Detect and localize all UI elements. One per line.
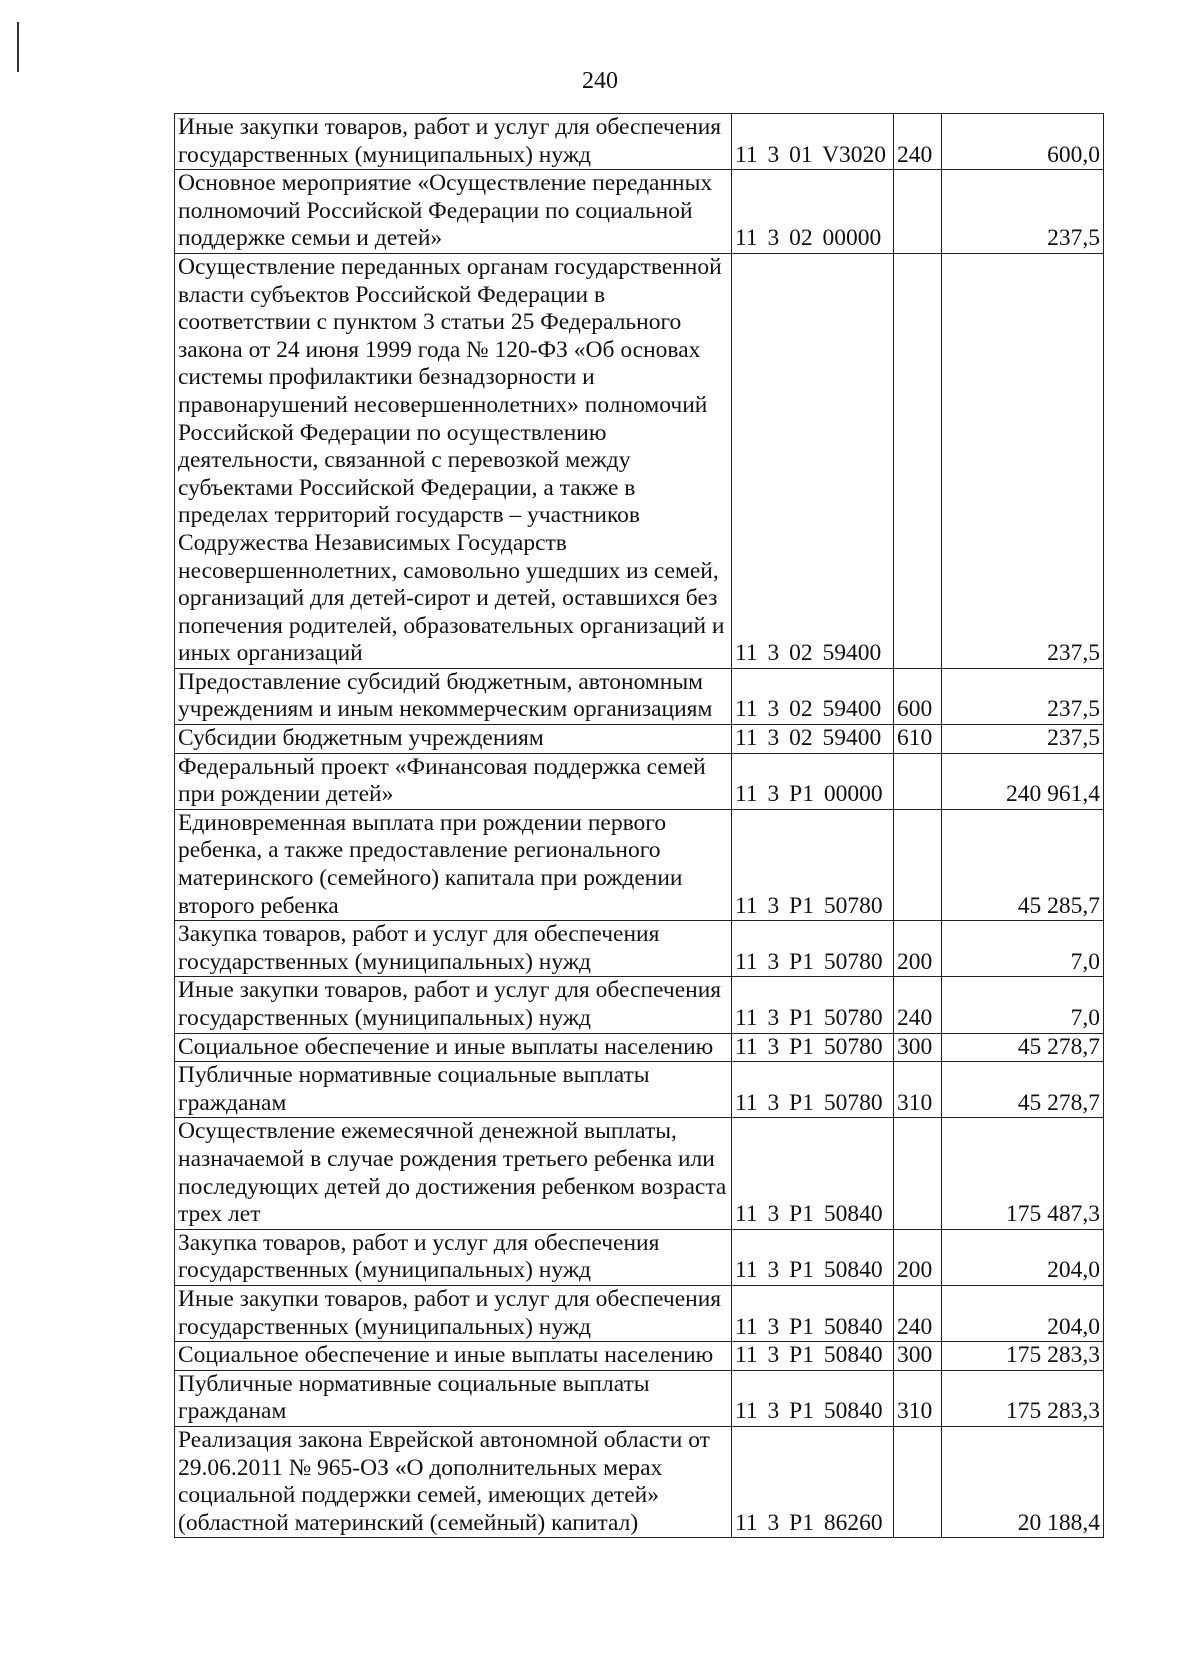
- page-number: 240: [582, 68, 618, 94]
- row-type-cell: 300: [894, 1342, 942, 1371]
- row-amount-cell: 237,5: [942, 668, 1104, 724]
- budget-table-body: [175, 114, 1104, 1538]
- row-name-cell: Осуществление ежемесячной денежной выплаты, назначаемой в случае рождения третьего ребенка или последующих детей до достижения ребенком возраста трех лет: [175, 1118, 732, 1229]
- row-name-cell: Иные закупки товаров, работ и услуг для обеспечения государственных (муниципальных) нужд: [175, 1285, 732, 1341]
- row-type-cell: 240: [894, 1285, 942, 1341]
- row-code-cell: 11 3 P1 50840: [732, 1118, 894, 1229]
- row-code-cell: 11 3 P1 50840: [732, 1229, 894, 1285]
- row-type-cell: 310: [894, 1062, 942, 1118]
- row-type-cell: 610: [894, 725, 942, 754]
- row-type-cell: 300: [894, 1033, 942, 1062]
- row-amount-cell: 175 283,3: [942, 1370, 1104, 1426]
- row-name-cell: Субсидии бюджетным учреждениям: [175, 725, 732, 754]
- row-code-cell: 11 3 02 59400: [732, 253, 894, 668]
- row-name-cell: Федеральный проект «Финансовая поддержка семей при рождении детей»: [175, 753, 732, 809]
- row-amount-cell: 204,0: [942, 1229, 1104, 1285]
- table-row: [175, 114, 1104, 170]
- row-type-cell: 200: [894, 921, 942, 977]
- row-type-cell: [894, 170, 942, 254]
- table-row: [175, 725, 1104, 754]
- row-code-cell: 11 3 P1 50780: [732, 809, 894, 920]
- row-type-cell: 240: [894, 977, 942, 1033]
- row-amount-cell: 204,0: [942, 1285, 1104, 1341]
- row-amount-cell: 175 487,3: [942, 1118, 1104, 1229]
- row-code-cell: 11 3 02 59400: [732, 725, 894, 754]
- table-row: [175, 1426, 1104, 1537]
- table-row: [175, 1062, 1104, 1118]
- row-amount-cell: 45 278,7: [942, 1062, 1104, 1118]
- row-code-cell: 11 3 P1 86260: [732, 1426, 894, 1537]
- row-name-cell: Публичные нормативные социальные выплаты гражданам: [175, 1370, 732, 1426]
- row-type-cell: 200: [894, 1229, 942, 1285]
- row-name-cell: Социальное обеспечение и иные выплаты населению: [175, 1342, 732, 1371]
- row-code-cell: 11 3 P1 50840: [732, 1285, 894, 1341]
- row-code-cell: 11 3 P1 50780: [732, 977, 894, 1033]
- row-type-cell: 240: [894, 114, 942, 170]
- row-amount-cell: 20 188,4: [942, 1426, 1104, 1537]
- table-row: [175, 1370, 1104, 1426]
- table-row: [175, 1285, 1104, 1341]
- row-name-cell: Закупка товаров, работ и услуг для обеспечения государственных (муниципальных) нужд: [175, 1229, 732, 1285]
- row-name-cell: Публичные нормативные социальные выплаты гражданам: [175, 1062, 732, 1118]
- table-row: [175, 1342, 1104, 1371]
- row-code-cell: 11 3 P1 50780: [732, 1033, 894, 1062]
- row-name-cell: Иные закупки товаров, работ и услуг для обеспечения государственных (муниципальных) нужд: [175, 114, 732, 170]
- row-amount-cell: 7,0: [942, 921, 1104, 977]
- row-amount-cell: 45 285,7: [942, 809, 1104, 920]
- row-name-cell: Предоставление субсидий бюджетным, автономным учреждениям и иным некоммерческим организациям: [175, 668, 732, 724]
- table-row: [175, 1229, 1104, 1285]
- table-row: [175, 921, 1104, 977]
- row-code-cell: 11 3 P1 50780: [732, 1062, 894, 1118]
- row-code-cell: 11 3 02 00000: [732, 170, 894, 254]
- row-name-cell: Социальное обеспечение и иные выплаты населению: [175, 1033, 732, 1062]
- row-name-cell: Закупка товаров, работ и услуг для обеспечения государственных (муниципальных) нужд: [175, 921, 732, 977]
- row-type-cell: [894, 753, 942, 809]
- row-amount-cell: 7,0: [942, 977, 1104, 1033]
- row-amount-cell: 237,5: [942, 253, 1104, 668]
- row-amount-cell: 237,5: [942, 725, 1104, 754]
- row-amount-cell: 600,0: [942, 114, 1104, 170]
- row-type-cell: [894, 253, 942, 668]
- row-amount-cell: 240 961,4: [942, 753, 1104, 809]
- table-row: [175, 668, 1104, 724]
- row-amount-cell: 175 283,3: [942, 1342, 1104, 1371]
- row-code-cell: 11 3 02 59400: [732, 668, 894, 724]
- row-name-cell: Иные закупки товаров, работ и услуг для обеспечения государственных (муниципальных) нужд: [175, 977, 732, 1033]
- row-code-cell: 11 3 P1 00000: [732, 753, 894, 809]
- table-row: [175, 753, 1104, 809]
- row-type-cell: 310: [894, 1370, 942, 1426]
- table-row: [175, 170, 1104, 254]
- table-row: [175, 977, 1104, 1033]
- table-row: [175, 1033, 1104, 1062]
- row-name-cell: Единовременная выплата при рождении первого ребенка, а также предоставление регионального материнского (семейного) капитала при рождении второго ребенка: [175, 809, 732, 920]
- row-amount-cell: 237,5: [942, 170, 1104, 254]
- table-row: [175, 1118, 1104, 1229]
- budget-table: [174, 113, 1104, 1538]
- row-name-cell: Основное мероприятие «Осуществление переданных полномочий Российской Федерации по социальной поддержке семьи и детей»: [175, 170, 732, 254]
- scan-edge-mark: [17, 22, 19, 72]
- row-name-cell: Осуществление переданных органам государственной власти субъектов Российской Федерации в соответствии с пунктом 3 статьи 25 Федерального закона от 24 июня 1999 года № 120-ФЗ «Об основах системы профилактики безнадзорности и правонарушений несовершеннолетних» полномочий Российской Федерации по осуществлению деятельности, связанной с перевозкой между субъектами Российской Федерации, а также в пределах территорий государств – участников Содружества Независимых Государств несовершеннолетних, самовольно ушедших из семей, организаций для детей-сирот и детей, оставшихся без попечения родителей, образовательных организаций и иных организаций: [175, 253, 732, 668]
- row-code-cell: 11 3 P1 50840: [732, 1370, 894, 1426]
- row-type-cell: [894, 1426, 942, 1537]
- row-type-cell: [894, 1118, 942, 1229]
- row-type-cell: [894, 809, 942, 920]
- table-row: [175, 253, 1104, 668]
- row-code-cell: 11 3 P1 50840: [732, 1342, 894, 1371]
- table-row: [175, 809, 1104, 920]
- row-name-cell: Реализация закона Еврейской автономной области от 29.06.2011 № 965-ОЗ «О дополнительных мерах социальной поддержки семей, имеющих детей» (областной материнский (семейный) капитал): [175, 1426, 732, 1537]
- row-code-cell: 11 3 01 V3020: [732, 114, 894, 170]
- row-amount-cell: 45 278,7: [942, 1033, 1104, 1062]
- row-type-cell: 600: [894, 668, 942, 724]
- row-code-cell: 11 3 P1 50780: [732, 921, 894, 977]
